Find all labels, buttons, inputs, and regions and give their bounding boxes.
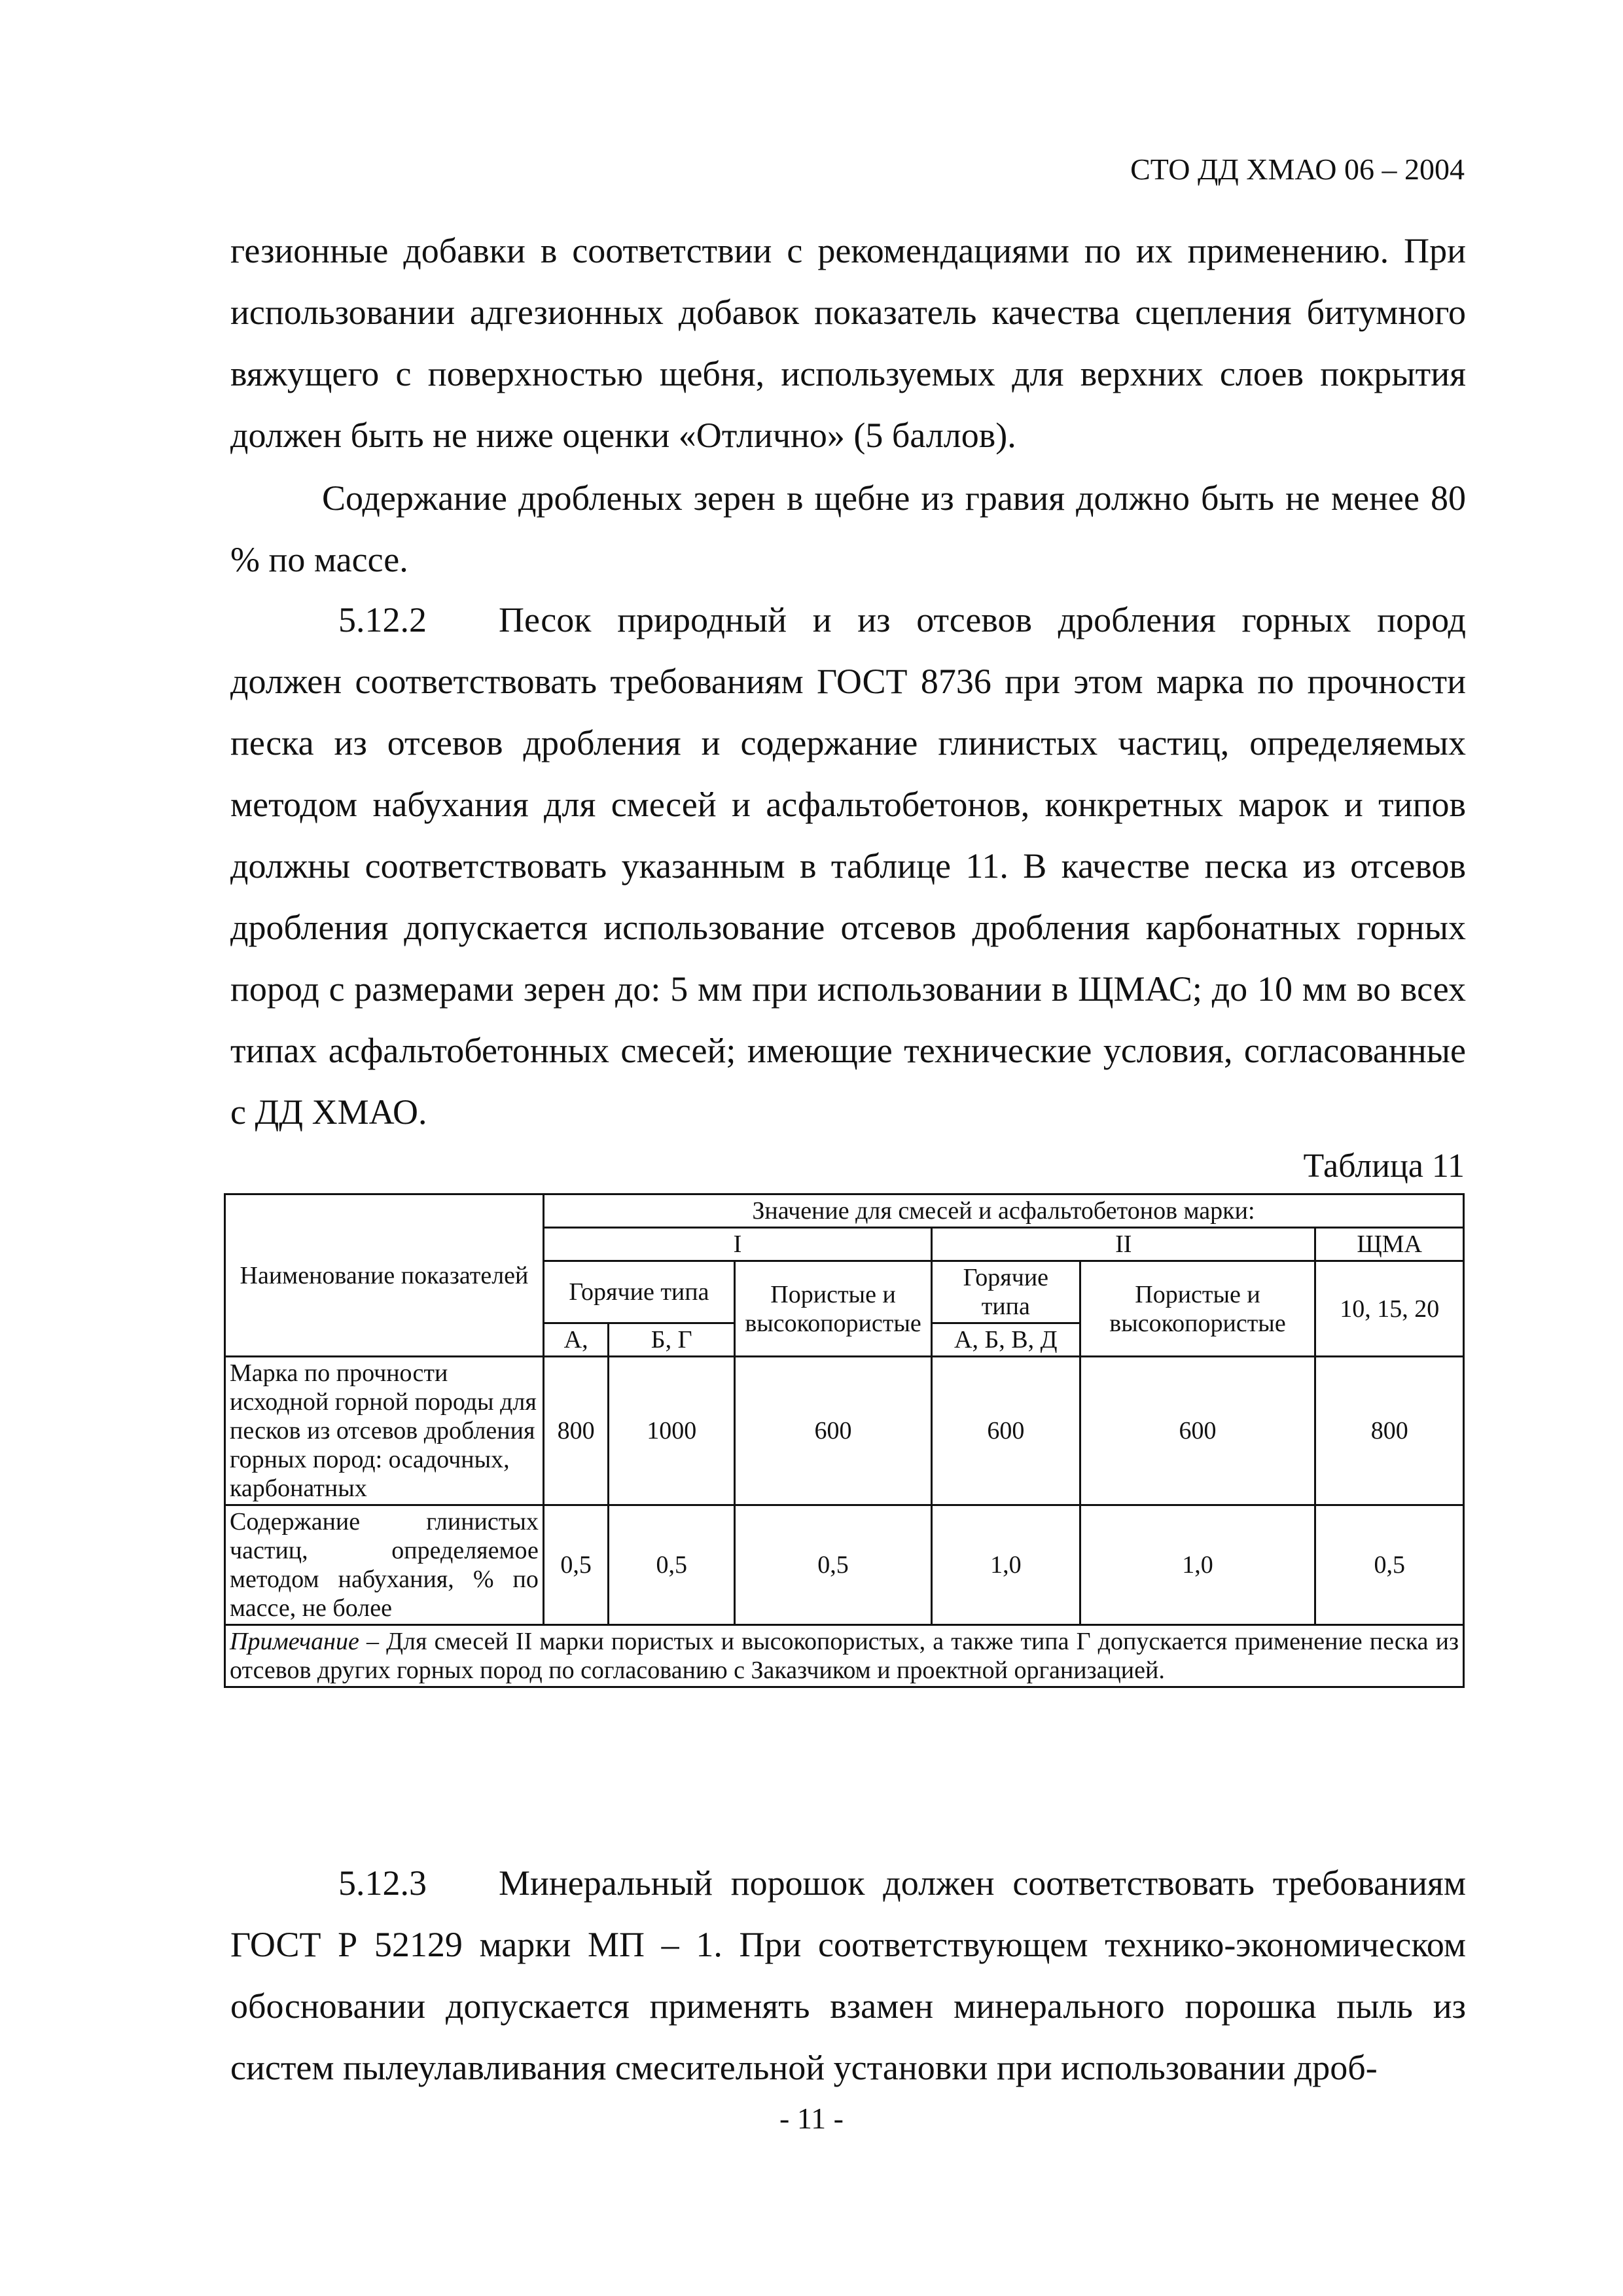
clause-5-12-3	[230, 1852, 1466, 2098]
header-type-bg: Б, Г	[609, 1323, 735, 1357]
table-row	[225, 1357, 1464, 1505]
row-name: Марка по прочности исходной горной породы для песков из отсевов дробления горных пород: осадочных, карбонатных	[225, 1357, 544, 1505]
table-cell: 800	[1315, 1357, 1464, 1505]
clause-number: 5.12.3	[338, 1863, 427, 1903]
clause-text: Минеральный порошок должен соответствовать требованиям ГОСТ Р 52129 марки МП – 1. При соответствующем технико-экономическом обосновании допускается применять взамен минерального порошка пыль из систем пылеулавливания смесительной установки при использовании дроб-	[230, 1863, 1466, 2087]
paragraph-adhesion: гезионные добавки в соответствии с рекомендациями по их применению. При использовании адгезионных добавок показатель качества сцепления битумного вяжущего с поверхностью щебня, используемых для верхних слоев покрытия должен быть не ниже оценки «Отлично» (5 баллов).	[230, 231, 1466, 455]
header-grade-1: I	[543, 1228, 931, 1261]
table-cell: 600	[1080, 1357, 1315, 1505]
row-name: Содержание глинистых частиц, определяемое методом набухания, % по массе, не более	[225, 1505, 544, 1625]
header-porous: Пористые и высокопористые	[735, 1261, 932, 1357]
table-cell: 0,5	[1315, 1505, 1464, 1625]
clause-5-12-2	[230, 589, 1466, 1143]
table-cell: 600	[735, 1357, 932, 1505]
header-values-group: Значение для смесей и асфальтобетонов марки:	[543, 1194, 1463, 1228]
paragraph-crushed-grains: Содержание дробленых зерен в щебне из гравия должно быть не менее 80 % по массе.	[230, 478, 1466, 579]
note-label: Примечание	[230, 1628, 359, 1655]
header-type-abvd: А, Б, В, Д	[932, 1323, 1080, 1357]
document-code: СТО ДД ХМАО 06 – 2004	[1130, 152, 1465, 186]
clause-number: 5.12.2	[338, 600, 427, 639]
table-caption: Таблица 11	[1303, 1147, 1465, 1185]
table-cell: 1000	[609, 1357, 735, 1505]
page-number: - 11 -	[779, 2102, 844, 2135]
requirements-table	[224, 1193, 1465, 1688]
table-cell: 1,0	[1080, 1505, 1315, 1625]
header-grade-2: II	[932, 1228, 1315, 1261]
header-hot-type-2: Горячие типа	[932, 1261, 1080, 1323]
table-cell: 1,0	[932, 1505, 1080, 1625]
table-cell: 0,5	[609, 1505, 735, 1625]
header-hot-type: Горячие типа	[543, 1261, 734, 1323]
table-cell: 800	[543, 1357, 608, 1505]
table-note	[225, 1625, 1464, 1687]
note-text: – Для смесей II марки пористых и высокопористых, а также типа Г допускается применение песка из отсевов других горных пород по согласованию с Заказчиком и проектной организацией.	[230, 1628, 1459, 1684]
table-row	[225, 1505, 1464, 1625]
clause-text: Песок природный и из отсевов дробления горных пород должен соответствовать требованиям ГОСТ 8736 при этом марка по прочности песка из отсевов дробления и содержание глинистых частиц, определяемых методом набухания для смесей и асфальтобетонов, конкретных марок и типов должны соответствовать указанным в таблице 11. В качестве песка из отсевов дробления допускается использование отсевов дробления карбонатных горных пород с размерами зерен до: 5 мм при использовании в ЩМАС; до 10 мм во всех типах асфальтобетонных смесей; имеющие технические условия, согласованные с ДД ХМАО.	[230, 600, 1466, 1132]
header-grade-shma: ЩМА	[1315, 1228, 1464, 1261]
table-cell: 0,5	[735, 1505, 932, 1625]
header-indicator-name: Наименование показателей	[225, 1194, 544, 1357]
table-cell: 0,5	[543, 1505, 608, 1625]
header-type-a: А,	[543, 1323, 608, 1357]
header-porous-2: Пористые и высокопористые	[1080, 1261, 1315, 1357]
header-shma-sizes: 10, 15, 20	[1315, 1261, 1464, 1357]
table-cell: 600	[932, 1357, 1080, 1505]
